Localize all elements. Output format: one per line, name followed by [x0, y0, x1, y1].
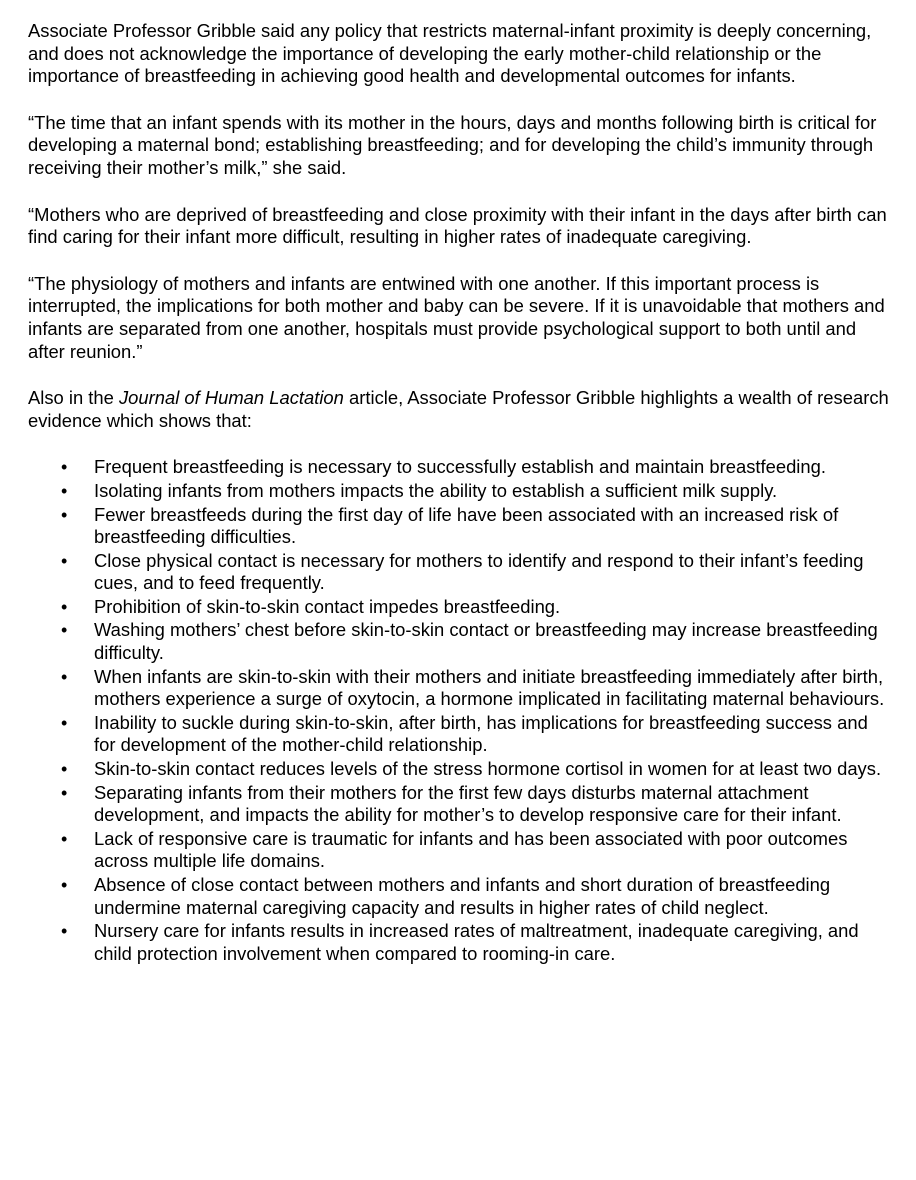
- list-item: [61, 595, 892, 619]
- list-item-text: Lack of responsive care is traumatic for infants and has been associated with poor outcomes across multiple life domains.: [94, 827, 848, 872]
- bullet-icon: •: [61, 596, 68, 617]
- list-item: [61, 549, 892, 595]
- list-item: [61, 874, 892, 919]
- list-item: [61, 456, 892, 479]
- paragraph-quote-deprived-mothers: “Mothers who are deprived of breastfeeding and close proximity with their infant in the days after birth can find caring for their infant more difficult, resulting in higher rates of inadequate caregiving.: [28, 203, 887, 248]
- intro-text-before: Also in the: [28, 387, 119, 409]
- bullet-icon: •: [61, 828, 68, 849]
- bullet-icon: •: [61, 759, 68, 780]
- bullet-icon: •: [61, 457, 68, 478]
- list-item-text: Isolating infants from mothers impacts the ability to establish a sufficient milk supply.: [94, 479, 778, 501]
- bullet-icon: •: [61, 666, 68, 687]
- bullet-icon: •: [61, 782, 68, 803]
- bullet-icon: •: [61, 504, 68, 525]
- list-item-text: Inability to suckle during skin-to-skin, after birth, has implications for breastfeeding success and for development of the mother-child relationship.: [94, 711, 868, 756]
- research-findings-list: [28, 456, 892, 965]
- list-item: [61, 920, 892, 965]
- bullet-icon: •: [61, 550, 68, 571]
- list-item-text: Washing mothers’ chest before skin-to-skin contact or breastfeeding may increase breastfeeding difficulty.: [94, 619, 878, 664]
- bullet-icon: •: [61, 712, 68, 733]
- list-item-text: Prohibition of skin-to-skin contact impedes breastfeeding.: [94, 595, 561, 617]
- bullet-icon: •: [61, 921, 68, 942]
- list-item: [61, 665, 892, 711]
- journal-title: Journal of Human Lactation: [118, 387, 344, 409]
- list-item-text: Frequent breastfeeding is necessary to successfully establish and maintain breastfeeding.: [94, 456, 826, 478]
- list-item: [61, 758, 892, 781]
- list-item-text: When infants are skin-to-skin with their mothers and initiate breastfeeding immediately after birth, mothers experience a surge of oxytocin, a hormone implicated in facilitating maternal behaviours.: [94, 665, 885, 710]
- bullet-icon: •: [61, 480, 68, 501]
- list-item: [61, 827, 892, 873]
- list-item: [61, 781, 892, 827]
- paragraph-policy-concern: Associate Professor Gribble said any policy that restricts maternal-infant proximity is deeply concerning, and does not acknowledge the importance of developing the early mother-child relationship or the importance of breastfeeding in achieving good health and developmental outcomes for infants.: [28, 20, 872, 87]
- list-item-text: Fewer breastfeeds during the first day of life have been associated with an increased risk of breastfeeding difficulties.: [94, 503, 839, 548]
- list-item-text: Close physical contact is necessary for mothers to identify and respond to their infant’s feeding cues, and to feed frequently.: [94, 549, 864, 594]
- list-item-text: Nursery care for infants results in increased rates of maltreatment, inadequate caregiving, and child protection involvement when compared to rooming-in care.: [94, 920, 859, 964]
- list-item-text: Absence of close contact between mothers and infants and short duration of breastfeeding undermine maternal caregiving capacity and results in higher rates of child neglect.: [94, 874, 831, 918]
- bullet-icon: •: [61, 620, 68, 641]
- list-item-text: Separating infants from their mothers for the first few days disturbs maternal attachment development, and impacts the ability for mother’s to develop responsive care for their infant.: [94, 781, 842, 826]
- list-item-text: Skin-to-skin contact reduces levels of the stress hormone cortisol in women for at least two days.: [94, 758, 882, 780]
- list-item: [61, 711, 892, 757]
- intro-text-after: article, Associate Professor Gribble highlights a wealth of research evidence which shows that:: [28, 387, 889, 431]
- paragraph-quote-physiology: “The physiology of mothers and infants are entwined with one another. If this important process is interrupted, the implications for both mother and baby can be severe. If it is unavoidable that mothers and infants are separated from one another, hospitals must provide psychological support to both until and after reunion.”: [28, 272, 885, 362]
- list-item: [61, 479, 892, 503]
- paragraph-quote-maternal-bond: “The time that an infant spends with its mother in the hours, days and months following birth is critical for developing a maternal bond; establishing breastfeeding; and for developing the child’s immunity through receiving their mother’s milk,” she said.: [28, 111, 877, 178]
- list-item: [61, 619, 892, 664]
- list-item: [61, 503, 892, 549]
- bullet-icon: •: [61, 875, 68, 895]
- paragraph-research-intro: [28, 387, 892, 432]
